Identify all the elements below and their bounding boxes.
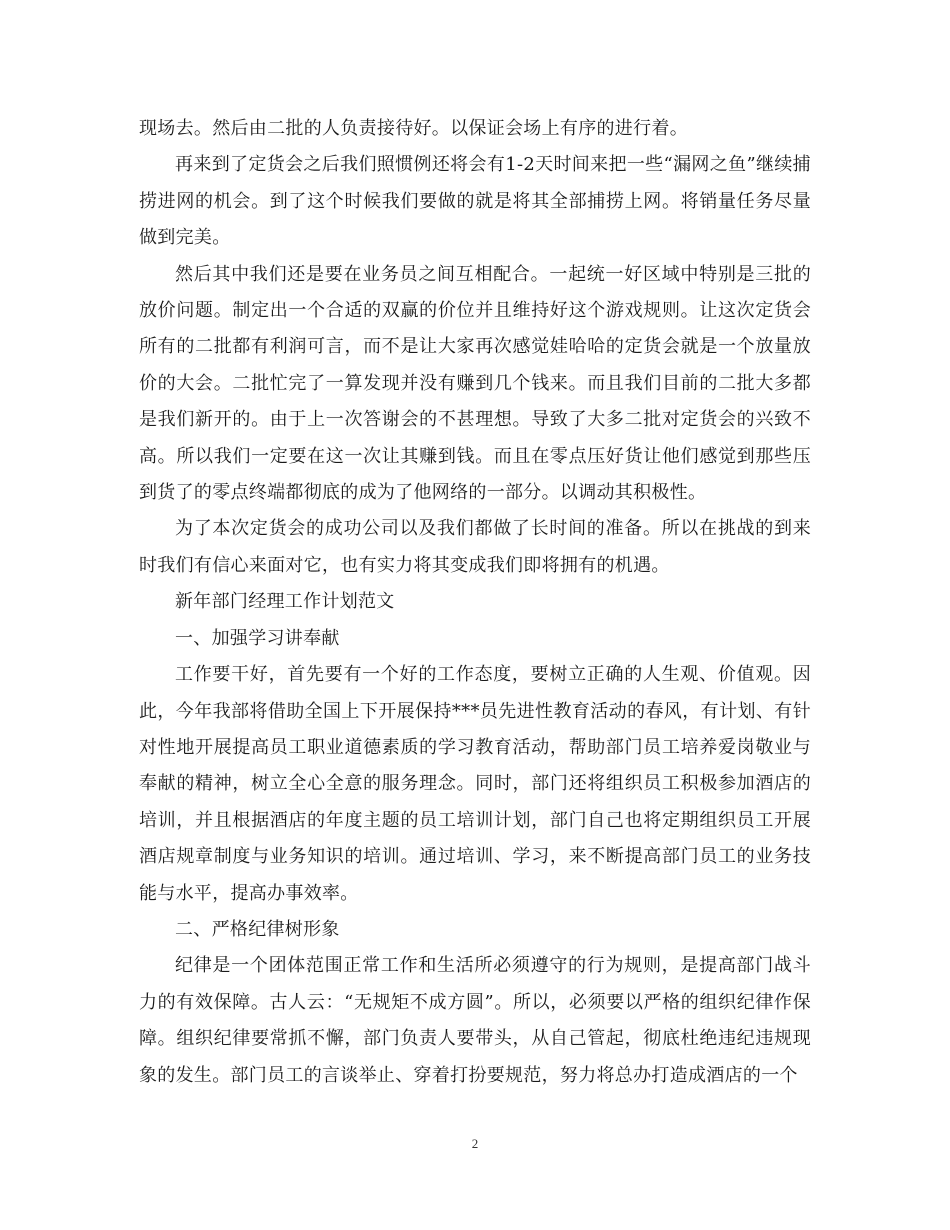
paragraph-order-meeting-followup: 再来到了定货会之后我们照惯例还将会有1-2天时间来把一些“漏网之鱼”继续捕捞进网的机会。到了这个时候我们要做的就是将其全部捕捞上网。将销量任务尽量做到完美。 [139, 154, 811, 249]
paragraph-continuation: 现场去。然后由二批的人负责接待好。以保证会场上有序的进行着。 [139, 118, 688, 139]
paragraph-salesperson-coordination: 然后其中我们还是要在业务员之间互相配合。一起统一好区域中特别是三批的放价问题。制定出一个合适的双赢的价位并且维持好这个游戏规则。让这次定货会所有的二批都有利润可言，而不是让大家再次感觉娃哈哈的定货会就是一个放量放价的大会。二批忙完了一算发现并没有赚到几个钱来。而且我们目前的二批大多都是我们新开的。由于上一次答谢会的不甚理想。导致了大多二批对定货会的兴致不高。所以我们一定要在这一次让其赚到钱。而且在零点压好货让他们感觉到那些压到货了的零点终端都彻底的成为了他网络的一部分。以调动其积极性。 [139, 263, 811, 504]
paragraph-study-dedication: 工作要干好，首先要有一个好的工作态度，要树立正确的人生观、价值观。因此，今年我部将借助全国上下开展保持***员先进性教育活动的春风，有计划、有针对性地开展提高员工职业道德素质的学习教育活动，帮助部门员工培养爱岗敬业与奉献的精神，树立全心全意的服务理念。同时，部门还将组织员工积极参加酒店的培训，并且根据酒店的年度主题的员工培训计划，部门自己也将定期组织员工开展酒店规章制度与业务知识的培训。通过培训、学习，来不断提高部门员工的业务技能与水平，提高办事效率。 [139, 664, 811, 904]
paragraph-preparation-confidence: 为了本次定货会的成功公司以及我们都做了长时间的准备。所以在挑战的到来时我们有信心来面对它，也有实力将其变成我们即将拥有的机遇。 [139, 518, 811, 576]
section-title-work-plan: 新年部门经理工作计划范文 [175, 591, 395, 613]
paragraph-discipline-image: 纪律是一个团体范围正常工作和生活所必须遵守的行为规则，是提高部门战斗力的有效保障。古人云：“无规矩不成方圆”。所以，必须要以严格的组织纪律作保障。组织纪律要常抓不懈，部门负责人要带头，从自己管起，彻底杜绝违纪违规现象的发生。部门员工的言谈举止、穿着打扮要规范，努力将总办打造成酒店的一个 [139, 955, 811, 1086]
section-heading-discipline: 二、严格纪律树形象 [175, 918, 340, 940]
page-number: 2 [471, 1136, 479, 1151]
section-heading-study: 一、加强学习讲奉献 [175, 627, 340, 649]
document-body [139, 111, 811, 1094]
